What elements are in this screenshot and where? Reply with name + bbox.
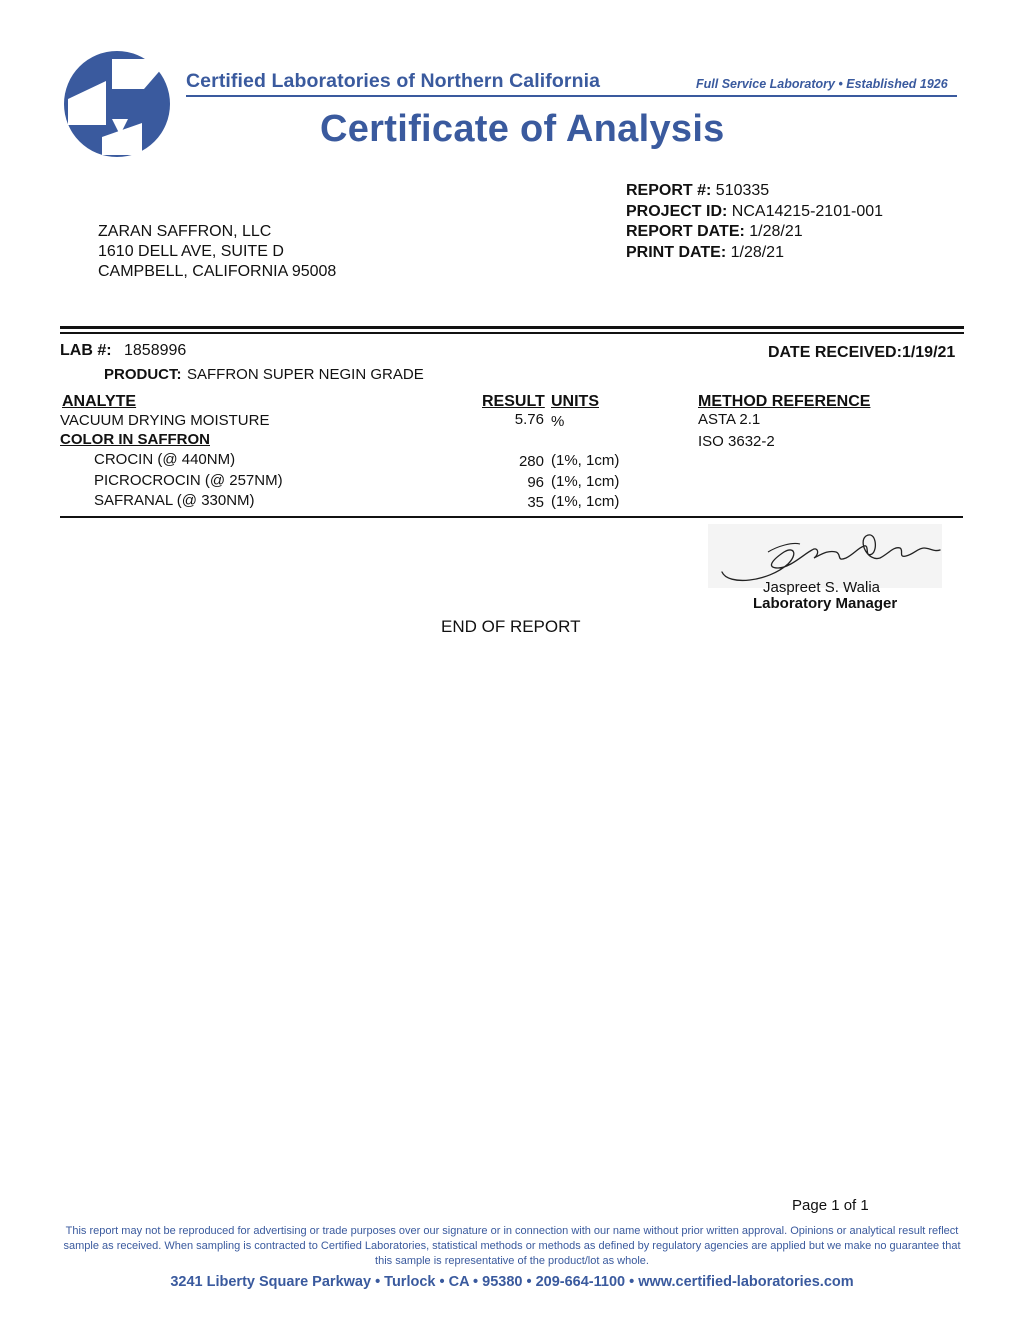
column-header-method: METHOD REFERENCE <box>698 393 871 410</box>
analyte-picrocrocin: PICROCROCIN (@ 257NM) <box>94 472 283 489</box>
print-date-row <box>626 243 883 264</box>
print-date-label: PRINT DATE: <box>626 243 727 261</box>
project-id: NCA14215-2101-001 <box>731 202 884 220</box>
report-number-label: REPORT #: <box>626 182 712 199</box>
lab-tagline: Full Service Laboratory • Established 1926 <box>696 77 948 91</box>
disclaimer-text: This report may not be reproduced for advertising or trade purposes over our signature or in connection with our name without prior written approval. Opinions or analytical result reflect sample as received. When sampling is contracted to Certified Laboratories, statistical methods or methods as defined by regulatory agencies are applied but we make no guarantee that this sample is representative of the product/lot as whole. <box>63 1225 961 1267</box>
analyte-safranal: SAFRANAL (@ 330NM) <box>94 492 255 509</box>
header-divider <box>186 95 957 97</box>
units-safranal: (1%, 1cm) <box>551 493 620 510</box>
units-picrocrocin: (1%, 1cm) <box>551 473 620 490</box>
report-number-row <box>626 181 883 202</box>
column-header-result: RESULT <box>482 393 545 410</box>
client-address-line-1: 1610 DELL AVE, SUITE D <box>98 243 284 260</box>
client-address-block <box>98 222 336 282</box>
method-color: ISO 3632-2 <box>698 433 775 450</box>
column-header-analyte: ANALYTE <box>62 393 137 410</box>
column-header-units: UNITS <box>551 393 599 410</box>
analyte-moisture: VACUUM DRYING MOISTURE <box>60 412 270 429</box>
end-of-report: END OF REPORT <box>441 617 581 636</box>
project-id-row <box>626 202 883 223</box>
report-date-label: REPORT DATE: <box>626 223 745 240</box>
lab-number-label: LAB #: <box>60 342 112 359</box>
signatory-name: Jaspreet S. Walia <box>763 579 880 596</box>
report-date: 1/28/21 <box>749 223 803 240</box>
result-picrocrocin: 96 <box>527 474 544 491</box>
result-moisture: 5.76 <box>514 411 544 428</box>
units-moisture: % <box>551 413 565 430</box>
product-label: PRODUCT: <box>104 366 182 383</box>
result-crocin: 280 <box>518 453 544 470</box>
report-meta <box>626 181 883 263</box>
lab-name: Certified Laboratories of Northern California <box>186 70 601 92</box>
analyte-group-color: COLOR IN SAFFRON <box>60 431 210 448</box>
section-rule-top <box>60 326 964 329</box>
result-safranal: 35 <box>527 494 544 511</box>
footer-contact: 3241 Liberty Square Parkway • Turlock • CA • 95380 • 209-664-1100 • www.certified-laboratories.com <box>170 1274 854 1290</box>
lab-number: 1858996 <box>124 342 187 359</box>
document-title: Certificate of Analysis <box>320 108 725 150</box>
lab-logo <box>62 49 172 159</box>
units-crocin: (1%, 1cm) <box>551 452 620 469</box>
report-number: 510335 <box>715 182 770 199</box>
product-name: SAFFRON SUPER NEGIN GRADE <box>187 366 424 383</box>
page-number: Page 1 of 1 <box>792 1197 869 1214</box>
client-name: ZARAN SAFFRON, LLC <box>98 223 272 240</box>
print-date: 1/28/21 <box>730 243 784 261</box>
date-received: DATE RECEIVED:1/19/21 <box>768 344 956 361</box>
section-rule-top-inner <box>60 332 964 334</box>
project-id-label: PROJECT ID: <box>626 202 728 220</box>
signatory-title: Laboratory Manager <box>753 595 898 612</box>
method-moisture: ASTA 2.1 <box>698 411 761 428</box>
section-rule-bottom <box>60 516 963 518</box>
analyte-crocin: CROCIN (@ 440NM) <box>94 451 236 468</box>
report-date-row <box>626 222 883 243</box>
client-address-line-2: CAMPBELL, CALIFORNIA 95008 <box>98 263 337 280</box>
